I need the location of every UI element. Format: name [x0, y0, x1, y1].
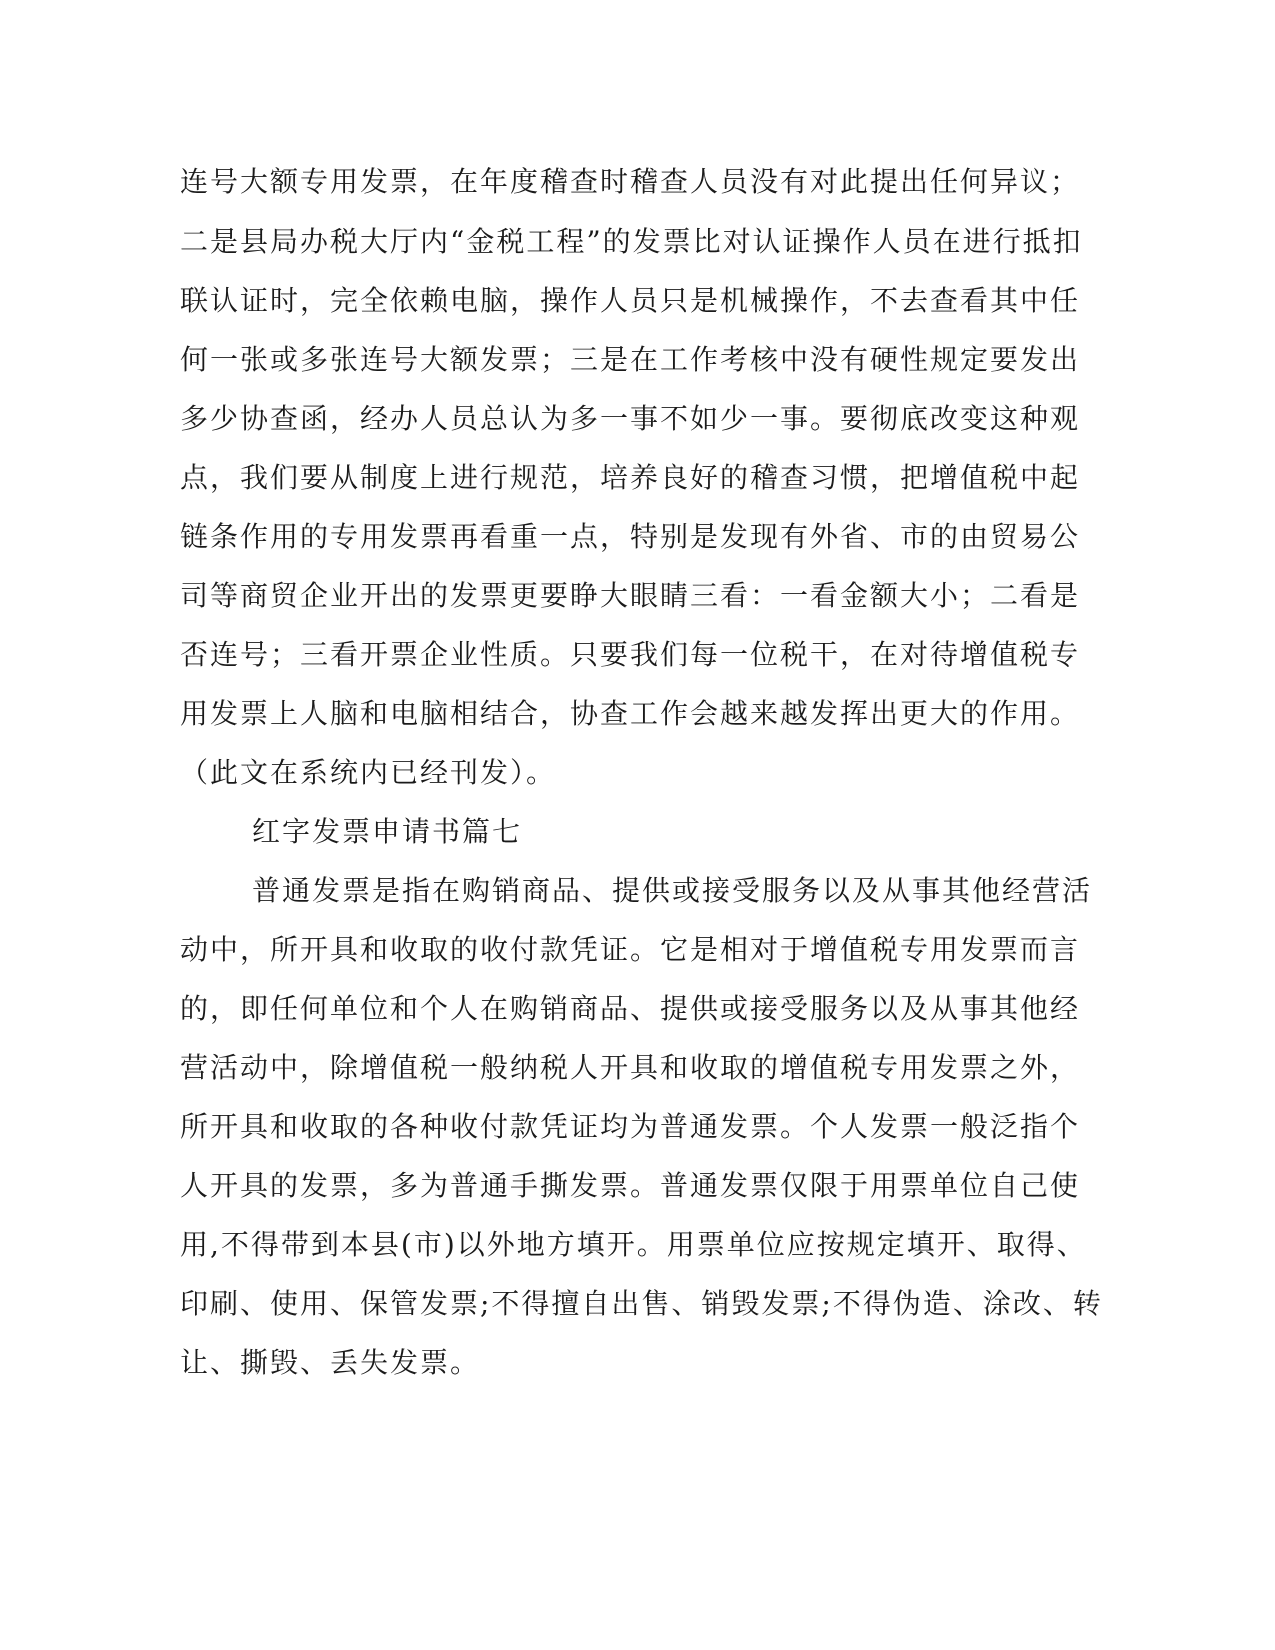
body-text-line: 司等商贸企业开出的发票更要睁大眼睛三看：一看金额大小；二看是	[180, 579, 1081, 612]
body-text-line: 二是县局办税大厅内“金税工程”的发票比对认证操作人员在进行抵扣	[180, 225, 1083, 258]
body-text-line: 用,不得带到本县(市)以外地方填开。用票单位应按规定填开、取得、	[180, 1228, 1087, 1261]
body-text-line: 动中，所开具和收取的收付款凭证。它是相对于增值税专用发票而言	[180, 933, 1081, 966]
body-text-line: 营活动中，除增值税一般纳税人开具和收取的增值税专用发票之外，	[180, 1051, 1081, 1084]
body-text-line: 用发票上人脑和电脑相结合，协查工作会越来越发挥出更大的作用。	[180, 697, 1081, 730]
body-text-line: 普通发票是指在购销商品、提供或接受服务以及从事其他经营活	[252, 874, 1093, 907]
body-text-line: 印刷、使用、保管发票;不得擅自出售、销毁发票;不得伪造、涂改、转	[180, 1287, 1103, 1320]
section-heading: 红字发票申请书篇七	[252, 815, 523, 848]
body-text-line: 人开具的发票，多为普通手撕发票。普通发票仅限于用票单位自己使	[180, 1169, 1081, 1202]
body-text-line: 链条作用的专用发票再看重一点，特别是发现有外省、市的由贸易公	[180, 520, 1081, 553]
body-text-line: 的，即任何单位和个人在购销商品、提供或接受服务以及从事其他经	[180, 992, 1081, 1025]
body-text-line: （此文在系统内已经刊发）。	[180, 756, 557, 789]
body-text-line: 连号大额专用发票，在年度稽查时稽查人员没有对此提出任何异议；	[180, 165, 1081, 198]
body-text-line: 点，我们要从制度上进行规范，培养良好的稽查习惯，把增值税中起	[180, 461, 1081, 494]
body-text-line: 联认证时，完全依赖电脑，操作人员只是机械操作，不去查看其中任	[180, 284, 1081, 317]
body-text-line: 多少协查函，经办人员总认为多一事不如少一事。要彻底改变这种观	[180, 402, 1081, 435]
body-text-line: 何一张或多张连号大额发票；三是在工作考核中没有硬性规定要发出	[180, 343, 1081, 376]
body-text-line: 否连号；三看开票企业性质。只要我们每一位税干，在对待增值税专	[180, 638, 1081, 671]
body-text-line: 所开具和收取的各种收付款凭证均为普通发票。个人发票一般泛指个	[180, 1110, 1081, 1143]
body-text-line: 让、撕毁、丢失发票。	[180, 1346, 481, 1379]
